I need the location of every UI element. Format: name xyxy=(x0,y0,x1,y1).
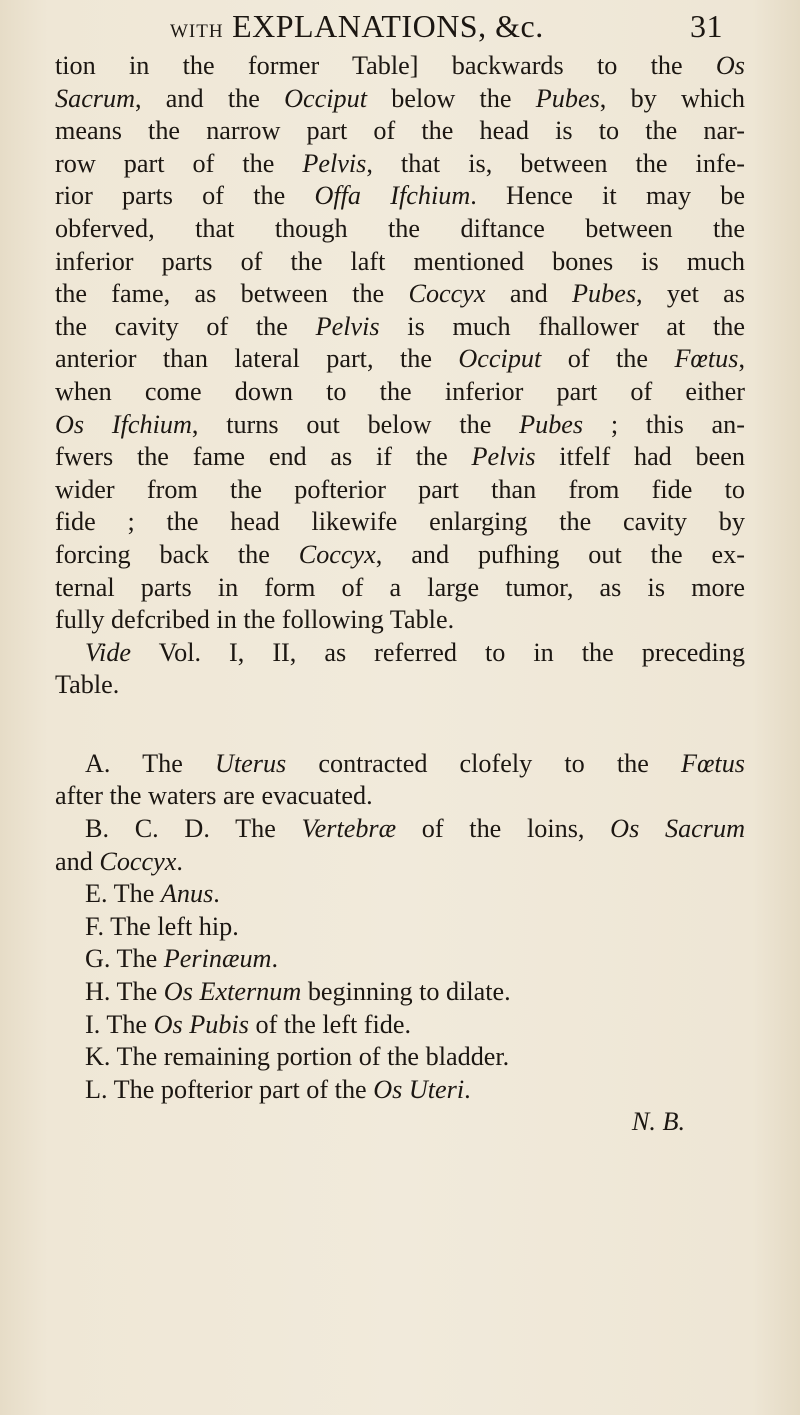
text-line xyxy=(55,506,745,539)
text-line xyxy=(55,343,745,376)
text-run: inferior parts of the laft mentioned bones is much xyxy=(55,246,745,276)
text-run: itfelf had been xyxy=(535,442,745,472)
italic-term: Perinæum xyxy=(163,944,272,974)
italic-term: Os Ifchium xyxy=(55,409,192,439)
text-run: I. The xyxy=(85,1009,154,1039)
text-run: anterior than lateral part, the xyxy=(55,344,459,374)
text-line xyxy=(55,213,745,246)
text-run: , yet as xyxy=(636,279,745,309)
text-run: , by which xyxy=(599,83,746,113)
text-run: F. The left hip. xyxy=(85,911,239,941)
text-line xyxy=(55,669,745,702)
text-run: below the xyxy=(367,83,536,113)
text-line xyxy=(55,180,745,213)
text-line xyxy=(55,50,745,83)
body-text xyxy=(55,50,745,1139)
italic-term: Coccyx xyxy=(408,279,486,309)
signature-nb: N. B. xyxy=(631,1107,685,1137)
text-line xyxy=(55,748,745,781)
italic-term: Os Uteri xyxy=(373,1074,465,1104)
italic-term: Pelvis xyxy=(471,442,536,472)
text-run: , turns out below the xyxy=(191,409,520,439)
text-line xyxy=(55,1009,745,1042)
italic-term: Uterus xyxy=(214,748,287,778)
text-run: . xyxy=(213,879,220,909)
text-line xyxy=(55,604,745,637)
text-run: forcing back the xyxy=(55,539,299,569)
text-line xyxy=(55,846,745,879)
header-with: WITH xyxy=(170,21,224,42)
italic-term: Occiput xyxy=(284,83,368,113)
text-run: . xyxy=(464,1074,471,1104)
text-run: and xyxy=(55,846,100,876)
text-run: is much fhallower at the xyxy=(379,311,745,341)
text-run: K. The remaining portion of the bladder. xyxy=(85,1042,510,1072)
text-run: . Hence it may be xyxy=(470,181,745,211)
text-line xyxy=(55,148,745,181)
text-run: contracted clofely to the xyxy=(286,748,681,778)
text-run: , that is, between the infe- xyxy=(366,148,745,178)
text-line xyxy=(55,441,745,474)
paragraph-gap xyxy=(55,702,745,748)
text-line xyxy=(55,115,745,148)
text-run: B. C. D. The xyxy=(85,814,302,844)
text-run: L. The pofterior part of the xyxy=(85,1074,374,1104)
italic-term: Fœtus xyxy=(674,344,739,374)
italic-term: Occiput xyxy=(458,344,542,374)
italic-term: Sacrum xyxy=(55,83,136,113)
text-line xyxy=(55,780,745,813)
text-run: tion in the former Table] backwards to the xyxy=(55,51,716,80)
italic-term: Offa Ifchium xyxy=(314,181,471,211)
text-line xyxy=(55,376,745,409)
text-run: rior parts of the xyxy=(55,181,315,211)
text-run: fwers the fame end as if the xyxy=(55,442,472,472)
italic-term: Os Sacrum xyxy=(610,814,745,844)
text-run: G. The xyxy=(85,944,164,974)
text-line xyxy=(55,1074,745,1107)
text-run: H. The xyxy=(85,977,164,1007)
text-run: ; this an- xyxy=(583,409,745,439)
text-run: . xyxy=(271,944,278,974)
text-line xyxy=(55,474,745,507)
italic-term: Os xyxy=(715,51,745,80)
text-run: , and the xyxy=(135,83,285,113)
italic-term: Pelvis xyxy=(302,148,367,178)
text-line xyxy=(55,278,745,311)
italic-term: Vertebræ xyxy=(301,814,397,844)
italic-term: Pelvis xyxy=(315,311,380,341)
text-line xyxy=(55,246,745,279)
text-line xyxy=(55,911,745,944)
text-line xyxy=(55,83,745,116)
page-number: 31 xyxy=(690,8,723,44)
text-run: of the left fide. xyxy=(248,1009,412,1039)
italic-term: Pubes xyxy=(519,409,584,439)
italic-term: Anus xyxy=(160,879,214,909)
italic-term: Vide xyxy=(85,637,132,667)
italic-term: Os Pubis xyxy=(153,1009,249,1039)
italic-term: Pubes xyxy=(535,83,600,113)
text-run: . xyxy=(176,846,183,876)
text-run: E. The xyxy=(85,879,161,909)
italic-term: Os Externum xyxy=(163,977,302,1007)
text-line xyxy=(55,311,745,344)
text-line xyxy=(55,878,745,911)
italic-term: Coccyx xyxy=(99,846,177,876)
text-run: of the loins, xyxy=(396,814,611,844)
text-run: the fame, as between the xyxy=(55,279,409,309)
text-line xyxy=(55,637,745,670)
text-line xyxy=(55,539,745,572)
text-line xyxy=(55,1041,745,1074)
text-run: and xyxy=(485,279,573,309)
text-run: the cavity of the xyxy=(55,311,316,341)
running-header xyxy=(170,8,730,45)
text-run: means the narrow part of the head is to the nar- xyxy=(55,116,745,146)
text-run: ternal parts in form of a large tumor, as is more xyxy=(55,572,745,602)
text-run: Table. xyxy=(55,670,120,700)
text-run: row part of the xyxy=(55,148,303,178)
italic-term: Coccyx xyxy=(298,539,376,569)
text-run: , and pufhing out the ex- xyxy=(375,539,745,569)
text-run: of the xyxy=(541,344,675,374)
header-title: EXPLANATIONS, &c. xyxy=(232,8,544,44)
text-run: when come down to the inferior part of either xyxy=(55,376,745,406)
italic-term: Fœtus xyxy=(680,748,745,778)
text-line xyxy=(55,572,745,605)
italic-term: Pubes xyxy=(572,279,637,309)
text-run: obferved, that though the diftance between the xyxy=(55,213,745,243)
text-run: wider from the pofterior part than from fide to xyxy=(55,474,745,504)
text-run: A. The xyxy=(85,748,215,778)
text-line xyxy=(55,943,745,976)
text-run: Vol. I, II, as referred to in the preceding xyxy=(131,637,745,667)
text-line xyxy=(55,813,745,846)
text-run: , xyxy=(738,344,746,374)
text-run: after the waters are evacuated. xyxy=(55,781,373,811)
text-line xyxy=(55,409,745,442)
text-run: fully defcribed in the following Table. xyxy=(55,605,455,635)
text-run: fide ; the head likewife enlarging the cavity by xyxy=(55,507,745,537)
text-line xyxy=(55,976,745,1009)
text-run: beginning to dilate. xyxy=(301,977,511,1007)
